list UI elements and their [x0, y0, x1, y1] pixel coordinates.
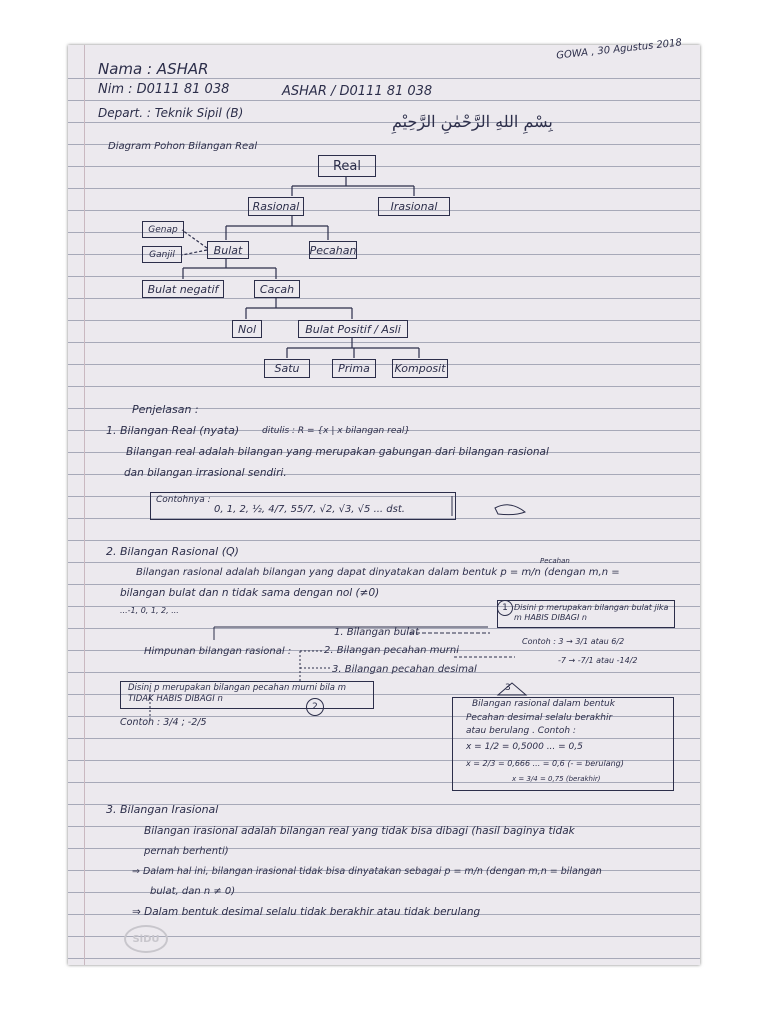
note3-line4: x = 1/2 = 0,5000 ... = 0,5	[466, 742, 583, 752]
arabic-basmalah: بِسْمِ اللهِ الرَّحْمٰنِ الرَّحِيْمِ	[392, 112, 553, 131]
note3-line3: atau berulang . Contoh :	[466, 726, 576, 736]
node-irasional: Irasional	[378, 197, 450, 216]
penjelasan-heading: Penjelasan :	[132, 403, 199, 416]
node-bulat-negatif: Bulat negatif	[142, 280, 224, 298]
node-real: Real	[318, 155, 376, 177]
note3-line5: x = 2/3 = 0,666 ... = 0,6 (- = berulang)	[466, 759, 624, 768]
list-item-2: 2. Bilangan pecahan murni	[324, 645, 460, 656]
diagram-title: Diagram Pohon Bilangan Real	[108, 141, 258, 152]
date: GOWA , 30 Agustus 2018	[555, 37, 683, 62]
item1-line2: dan bilangan irrasional sendiri.	[124, 467, 287, 479]
node-bulat: Bulat	[207, 241, 249, 259]
himpunan-label: Himpunan bilangan rasional :	[144, 646, 292, 657]
item3-line3: ⇒ Dalam hal ini, bilangan irasional tidak bisa dinyatakan sebagai p = m/n (dengan m,n = bilangan	[132, 866, 602, 877]
item2-title: 2. Bilangan Rasional (Q)	[106, 545, 239, 558]
note3-line2: Pecahan desimal selalu berakhir	[466, 713, 613, 723]
sidu-watermark-logo: SiDU	[124, 925, 168, 953]
item1-contoh-values: 0, 1, 2, ½, 4/7, 55/7, √2, √3, √5 ... dst.	[214, 504, 405, 515]
item3-line4: bulat, dan n ≠ 0)	[150, 886, 236, 897]
contoh1b: -7 → -7/1 atau -14/2	[558, 656, 638, 665]
nim-field: Nim : D0111 81 038	[98, 82, 230, 97]
node-genap: Genap	[142, 221, 184, 238]
node-bulat-positif: Bulat Positif / Asli	[298, 320, 408, 338]
contoh2: Contoh : 3/4 ; -2/5	[120, 717, 207, 728]
item2-line3: ...-1, 0, 1, 2, ...	[120, 606, 179, 615]
name-field: Nama : ASHAR	[98, 60, 209, 78]
note3-line1: Bilangan rasional dalam bentuk	[472, 699, 615, 709]
list-item-1: 1. Bilangan bulat	[334, 627, 420, 638]
node-cacah: Cacah	[254, 280, 300, 298]
node-rasional: Rasional	[248, 197, 304, 216]
node-satu: Satu	[264, 359, 310, 378]
item2-pecahan-note: Pecahan	[540, 557, 570, 565]
node-nol: Nol	[232, 320, 262, 338]
item3-line5: ⇒ Dalam bentuk desimal selalu tidak berakhir atau tidak berulang	[132, 906, 481, 918]
node-pecahan: Pecahan	[309, 241, 357, 259]
item2-line2: bilangan bulat dan n tidak sama dengan nol (≠0)	[120, 587, 380, 599]
item3-title: 3. Bilangan Irasional	[106, 803, 219, 816]
note1-text: Disini p merupakan bilangan bulat jika m HABIS DIBAGI n	[514, 603, 669, 622]
node-prima: Prima	[332, 359, 376, 378]
list-item-3: 3. Bilangan pecahan desimal	[332, 664, 477, 675]
item1-line1: Bilangan real adalah bilangan yang merupakan gabungan dari bilangan rasional	[126, 446, 549, 458]
note3-line6: x = 3/4 = 0,75 (berakhir)	[512, 775, 601, 783]
item1-title: 1. Bilangan Real (nyata)	[106, 424, 240, 437]
item2-line1: Bilangan rasional adalah bilangan yang dapat dinyatakan dalam bentuk p = m/n (dengan m,n =	[136, 567, 620, 578]
note3-number: 3	[505, 683, 511, 693]
item1-contoh-label: Contohnya :	[156, 495, 211, 505]
contoh1: Contoh : 3 → 3/1 atau 6/2	[522, 637, 625, 646]
node-komposit: Komposit	[392, 359, 448, 378]
item3-line2: pernah berhenti)	[144, 846, 229, 857]
note2-text: Disini p merupakan bilangan pecahan murni bila m TIDAK HABIS DIBAGI n	[128, 683, 346, 704]
node-ganjil: Ganjil	[142, 246, 182, 263]
note1-number: 1	[497, 600, 513, 616]
depart-field: Depart. : Teknik Sipil (B)	[98, 106, 244, 120]
item1-ditulis: ditulis : R = {x | x bilangan real}	[262, 426, 411, 436]
id-line: ASHAR / D0111 81 038	[282, 84, 433, 99]
note2-number: 2	[306, 698, 324, 716]
item3-line1: Bilangan irasional adalah bilangan real yang tidak bisa dibagi (hasil baginya tidak	[144, 825, 575, 837]
